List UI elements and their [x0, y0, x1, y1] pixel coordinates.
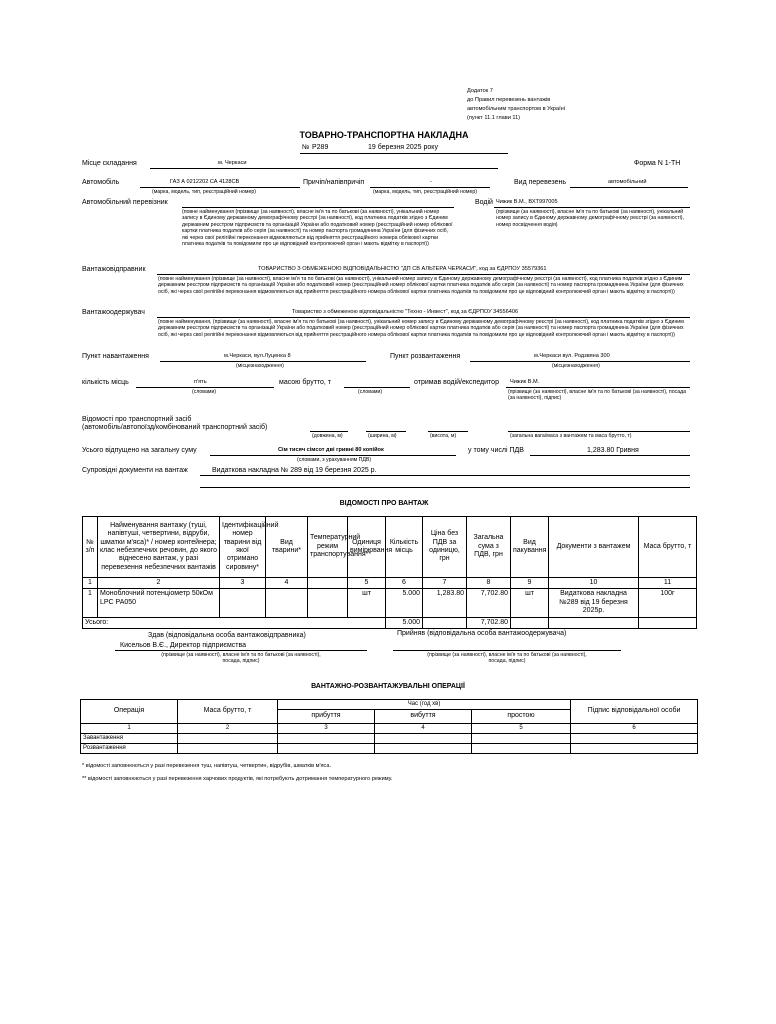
ops-header-row-1 — [81, 700, 698, 710]
cargo-cell-packaging: шт — [511, 589, 549, 617]
ops-cell — [375, 744, 472, 754]
carrier-label: Автомобільний перевізник — [82, 199, 168, 206]
unloading-label: Пункт розвантаження — [390, 353, 461, 360]
handed-hint-1: (прізвище (за наявності), власне ім'я та по батькові (за наявності), — [161, 652, 321, 658]
ops-num-cell: 6 — [571, 724, 698, 734]
ops-cell — [178, 744, 278, 754]
loading-label: Пункт навантаження — [82, 353, 149, 360]
width-hint: (ширина, м) — [368, 433, 397, 439]
cargo-cell-unit: шт — [348, 589, 386, 617]
cargo-cell-total: 7,702.80 — [467, 589, 511, 617]
loading-value: м.Черкаси, вул.Луценка 8 — [224, 353, 291, 359]
shipper-label: Вантажовідправник — [82, 266, 146, 273]
handed-underline — [115, 650, 367, 651]
cargo-cell-temperature — [308, 589, 348, 617]
ops-row-loading — [81, 734, 698, 744]
ops-num-cell: 5 — [472, 724, 571, 734]
transport-type-underline — [570, 187, 688, 188]
ops-header-signature: Підпис відповідальної особи — [571, 700, 698, 724]
vat-label: у тому числі ПДВ — [468, 447, 524, 454]
places-underline — [136, 387, 274, 388]
title-underline — [300, 153, 508, 154]
document-title: ТОВАРНО-ТРАНСПОРТНА НАКЛАДНА — [299, 130, 469, 140]
cargo-num-cell: 1 — [83, 578, 98, 589]
ops-num-cell: 2 — [178, 724, 278, 734]
cargo-header-animal-type: Вид тварини* — [266, 517, 308, 578]
vehicle-hint: (марка, модель, тип, реєстраційний номер) — [152, 189, 256, 195]
unloading-value: м.Черкаси вул. Родзвяна 300 — [534, 353, 610, 359]
consignee-value: Товариство з обмеженою відповідальністю "Техно - Инвест", код за ЄДРПОУ 34556406 — [292, 309, 519, 315]
driver-underline — [494, 207, 690, 208]
annex-line-2: до Правил перевезень вантажів — [467, 97, 551, 103]
cargo-total-empty — [511, 617, 549, 628]
consignee-hint: (повне найменування, (прізвище (за наявності), власне ім'я та по батькові (за наявності), унікальний номер запису в Єдиному державному демографічному реєстрі (за наявності), код платника податків згідно з Єдиним державним реєстром підприємств та організацій України або податковий номер (реєстраційний номер облікової картки платника податків або серія (за наявності) та номер паспорта громадянина України (для фізичних осіб, які через свої релігійні переконання відмовляються від прийняття реєстраційного номера облікової картки платника податків та повідомили про це відповідний контролюючий орган і мають відмітку в паспорті)) — [158, 319, 684, 338]
cargo-total-sum: 7,702.80 — [467, 617, 511, 628]
cargo-cell-animal-type — [266, 589, 308, 617]
vehicle-value: ГАЗ А 0212202 СА 4128СВ — [170, 179, 240, 185]
cargo-num-cell: 9 — [511, 578, 549, 589]
unloading-hint: (місцезнаходження) — [552, 363, 600, 369]
cargo-num-cell: 4 — [266, 578, 308, 589]
cargo-total-empty — [549, 617, 639, 628]
received-underline — [506, 387, 690, 388]
ops-num-cell: 4 — [375, 724, 472, 734]
footnote-2: ** відомості заповнюються у разі перевезення харчових продуктів, які потребують дотримання температурного режиму. — [82, 776, 393, 782]
loading-hint: (місцезнаходження) — [236, 363, 284, 369]
shipper-underline — [157, 274, 690, 275]
cargo-header-gross: Маса брутто, т — [639, 517, 697, 578]
cargo-header-row — [83, 517, 697, 578]
ops-cell — [571, 744, 698, 754]
accepted-hint-2: посада, підпис) — [488, 658, 526, 664]
docs-value: Видаткова накладна № 289 від 19 березня 2025 р. — [212, 467, 377, 474]
carrier-hint: (повне найменування (прізвище (за наявності), власне ім'я та по батькові (за наявності), унікальний номер запису в Єдиному державному демографічному реєстрі (за наявності), код платника податків згідно з Єдиним державним реєстром підприємств та організацій України або податковий номер (реєстраційний номер облікової картки платника податків або серія (за наявності) та номер паспорта громадянина України (для фізичних осіб, які через свої релігійні переконання відмовляються від прийняття реєстраційного номера облікової картки платника податків та повідомили про це відповідний контролюючий орган і мають відмітку в паспорті)) — [182, 209, 453, 248]
trailer-value: - — [430, 179, 432, 185]
place-label: Місце складання — [82, 160, 137, 167]
cargo-cell-price: 1,283.80 — [423, 589, 467, 617]
document-number: Р289 — [312, 144, 329, 151]
unloading-underline — [470, 361, 690, 362]
cargo-num-cell: 6 — [386, 578, 423, 589]
cargo-header-packaging: Вид пакування — [511, 517, 549, 578]
ops-loading-label: Завантаження — [81, 734, 178, 744]
cargo-num-cell: 5 — [348, 578, 386, 589]
accepted-underline — [393, 650, 621, 651]
length-hint: (довжина, м) — [312, 433, 343, 439]
cargo-num-cell: 2 — [98, 578, 220, 589]
transport-type-label: Вид перевезень — [514, 179, 566, 186]
driver-value: Чижик В.М., ВХТ997005 — [496, 199, 558, 205]
cargo-cell-animal-id — [220, 589, 266, 617]
width-underline — [366, 431, 406, 432]
cargo-header-places: Кількість місць — [386, 517, 423, 578]
ops-num-cell: 3 — [278, 724, 375, 734]
cargo-cell-name: Моноблочний потенціометр 50кОм LPC PA050 — [98, 589, 220, 617]
cargo-total-empty — [639, 617, 697, 628]
cargo-header-animal-id: Ідентифікаційний номер тварини від якої отримано сировину* — [220, 517, 266, 578]
gross-underline — [344, 387, 410, 388]
trailer-hint: (марка, модель, тип, реєстраційний номер) — [373, 189, 477, 195]
docs-underline-2 — [200, 487, 690, 488]
cargo-num-cell: 3 — [220, 578, 266, 589]
shipper-hint: (повне найменування (прізвище (за наявності), власне ім'я та по батькові (за наявності), унікальний номер запису в Єдиному державному демографічному реєстрі (за наявності), код платника податків згідно з Єдиним державним реєстром підприємств та організацій України або податковий номер (реєстраційний номер облікової картки платника податків або серія (за наявності) та номер паспорта громадянина України (для фізичних осіб, які через свої релігійні переконання відмовляються від прийняття реєстраційного номера облікової картки платника податків та повідомили про це відповідний контролюючий орган і мають відмітку в паспорті)) — [158, 276, 684, 295]
cargo-number-row — [83, 578, 697, 589]
ops-header-mass: Маса брутто, т — [178, 700, 278, 724]
cargo-total-qty: 5.000 — [386, 617, 423, 628]
ops-num-cell: 1 — [81, 724, 178, 734]
gross-label: масою брутто, т — [279, 379, 332, 386]
document-date: 19 березня 2025 року — [368, 144, 438, 151]
ops-header-operation: Операція — [81, 700, 178, 724]
ops-cell — [278, 734, 375, 744]
annex-line-1: Додаток 7 — [467, 88, 493, 94]
total-sum-label: Усього відпущено на загальну суму — [82, 447, 197, 454]
cargo-cell-gross: 100г — [639, 589, 697, 617]
cargo-table — [82, 516, 697, 629]
cargo-title: ВІДОМОСТІ ПРО ВАНТАЖ — [339, 500, 429, 507]
cargo-total-empty — [423, 617, 467, 628]
cargo-header-price: Ціна без ПДВ за одиницю, грн — [423, 517, 467, 578]
place-value: м. Черкаси — [218, 160, 247, 166]
ops-cell — [472, 744, 571, 754]
ops-cell — [472, 734, 571, 744]
handed-hint-2: посада, підпис) — [222, 658, 260, 664]
handed-value: Кисельов В.Є., Директор підприємства — [120, 642, 246, 649]
cargo-header-documents: Документи з вантажем — [549, 517, 639, 578]
total-sum-hint: (словами, з урахуванням ПДВ) — [297, 457, 372, 463]
docs-label: Супровідні документи на вантаж — [82, 467, 188, 474]
trailer-underline — [370, 187, 490, 188]
cargo-total-label: Усього: — [83, 617, 386, 628]
consignee-label: Вантажоодержувач — [82, 309, 145, 316]
handed-label: Здав (відповідальна особа вантажовідправника) — [148, 632, 306, 639]
ops-table — [80, 699, 698, 754]
ops-header-time: Час (год хв) — [278, 700, 571, 710]
vat-underline — [530, 455, 690, 456]
received-value: Чижик В.М. — [510, 379, 540, 385]
cargo-header-name: Найменування вантажу (туші, напівтуші, четвертини, відруби, шматки м'яса)* / номер контейнера; клас небезпечних речовин, до якого віднесено вантаж, у разі перевезення небезпечних вантажів — [98, 517, 220, 578]
height-underline — [428, 431, 468, 432]
cargo-cell-index: 1 — [83, 589, 98, 617]
total-sum-underline — [210, 455, 456, 456]
vat-value: 1,283.80 Гривня — [587, 447, 639, 454]
shipper-value: ТОВАРИСТВО З ОБМЕЖЕНОЮ ВІДПОВІДАЛЬНІСТЮ "ДП СВ АЛЬТЕРА ЧЕРКАСИ", код за ЄДРПОУ 35579361 — [258, 266, 547, 272]
annex-line-4: (пункт 11.1 глави 11) — [467, 115, 521, 121]
cargo-header-unit: Одиниця вимірювання — [348, 517, 386, 578]
loading-underline — [160, 361, 366, 362]
total-weight-hint: (загальна вага/маса з вантажем та маса брутто, т) — [510, 433, 632, 439]
transport-type-value: автомобільний — [608, 179, 647, 185]
cargo-header-total: Загальна сума з ПДВ, грн — [467, 517, 511, 578]
cargo-num-cell: 11 — [639, 578, 697, 589]
cargo-total-row — [83, 617, 697, 628]
ops-header-arrival: прибуття — [278, 710, 375, 724]
carrier-underline — [182, 207, 454, 208]
ops-header-idle: простою — [472, 710, 571, 724]
places-value: п'ять — [194, 379, 207, 385]
accepted-label: Прийняв (відповідальна особа вантажоодержувача) — [397, 630, 567, 637]
number-label: № — [302, 144, 310, 151]
ops-cell — [178, 734, 278, 744]
annex-line-3: автомобільним транспортом в Україні — [467, 106, 565, 112]
cargo-cell-places: 5.000 — [386, 589, 423, 617]
driver-hint: (прізвище (за наявності), власне ім'я та по батькові (за наявності), унікальний номер запису в Єдиному державному демографічному реєстрі (за наявності), номер посвідчення водія) — [496, 209, 684, 228]
cargo-num-cell: 7 — [423, 578, 467, 589]
form-number: Форма N 1-ТН — [634, 160, 681, 167]
places-hint: (словами) — [192, 389, 217, 395]
vehicle-info-label-1: Відомості про транспортний засіб — [82, 416, 192, 423]
places-label: кількість місць — [82, 379, 129, 386]
trailer-label: Причіп/напівпричіп — [303, 179, 365, 186]
ops-title: ВАНТАЖНО-РОЗВАНТАЖУВАЛЬНІ ОПЕРАЦІЇ — [311, 683, 465, 690]
vehicle-info-label-2: (автомобіль/автопоїзд/комбінований транспортний засіб) — [82, 424, 268, 431]
ops-number-row — [81, 724, 698, 734]
footnote-1: * відомості заповнюються у разі перевезення туш, напівтуш, четвертин, відрубів, шматків м'яса. — [82, 763, 332, 769]
vehicle-underline — [140, 187, 300, 188]
ops-cell — [278, 744, 375, 754]
length-underline — [310, 431, 348, 432]
gross-hint: (словами) — [358, 389, 383, 395]
total-sum-value: Сім тисяч сімсот дві гривні 80 копійок — [278, 447, 384, 453]
total-weight-underline — [508, 431, 690, 432]
ops-cell — [375, 734, 472, 744]
received-label: отримав водій/експедитор — [414, 379, 499, 386]
cargo-num-cell: 10 — [549, 578, 639, 589]
driver-label: Водій — [475, 199, 493, 206]
ops-cell — [571, 734, 698, 744]
ops-header-departure: вибуття — [375, 710, 472, 724]
cargo-header-index: № з/п — [83, 517, 98, 578]
height-hint: (висота, м) — [430, 433, 457, 439]
consignee-underline — [157, 317, 690, 318]
cargo-cell-documents: Видаткова накладна №289 від 19 березня 2025р. — [549, 589, 639, 617]
accepted-hint-1: (прізвище (за наявності), власне ім'я та по батькові (за наявності), — [427, 652, 587, 658]
docs-underline — [200, 475, 690, 476]
cargo-num-cell — [308, 578, 348, 589]
vehicle-label: Автомобіль — [82, 179, 120, 186]
cargo-data-row — [83, 589, 697, 617]
cargo-num-cell: 8 — [467, 578, 511, 589]
ops-unloading-label: Розвантаження — [81, 744, 178, 754]
ops-row-unloading — [81, 744, 698, 754]
place-underline — [150, 168, 498, 169]
cargo-header-temperature: Температурний режим транспортування** — [308, 517, 348, 578]
received-hint: (прізвище (за наявності), власне ім'я та по батькові (за наявності), посада (за наявності), підпис) — [508, 389, 687, 402]
